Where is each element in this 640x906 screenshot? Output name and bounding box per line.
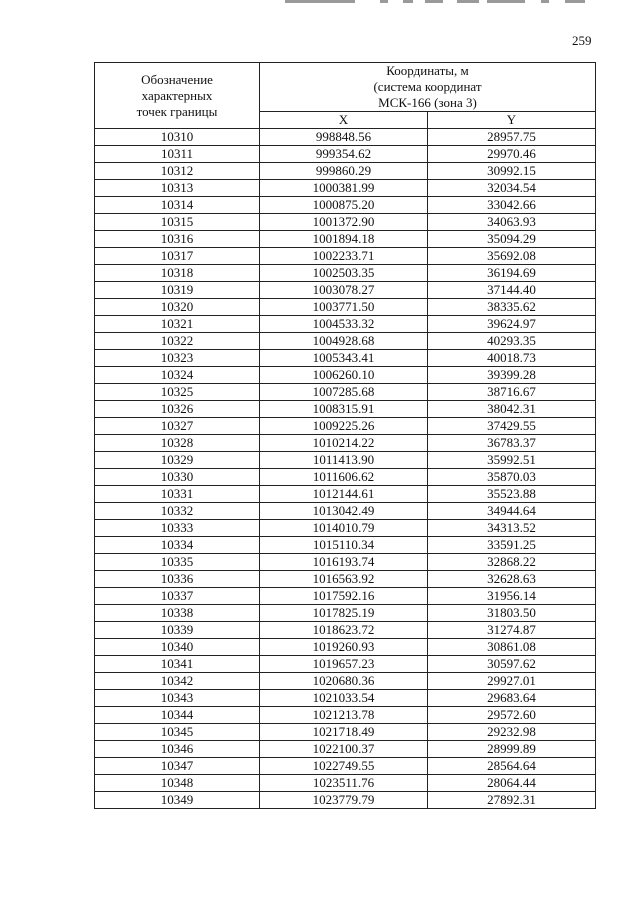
y-coordinate-cell: 35992.51	[428, 452, 596, 469]
scan-artifact-marks	[285, 0, 595, 4]
table-row	[95, 163, 596, 180]
y-coordinate-cell: 30992.15	[428, 163, 596, 180]
table-row	[95, 452, 596, 469]
y-coordinate-cell: 32868.22	[428, 554, 596, 571]
coordinates-header	[260, 63, 596, 112]
point-id-cell: 10311	[95, 146, 260, 163]
x-coordinate-cell: 1021213.78	[260, 707, 428, 724]
x-coordinate-cell: 1003771.50	[260, 299, 428, 316]
point-id-cell: 10341	[95, 656, 260, 673]
point-id-cell: 10331	[95, 486, 260, 503]
y-coordinate-cell: 35523.88	[428, 486, 596, 503]
table-row	[95, 571, 596, 588]
x-coordinate-cell: 1011606.62	[260, 469, 428, 486]
y-coordinate-cell: 29572.60	[428, 707, 596, 724]
x-coordinate-cell: 1017825.19	[260, 605, 428, 622]
table-row	[95, 707, 596, 724]
y-coordinate-cell: 31956.14	[428, 588, 596, 605]
point-id-cell: 10329	[95, 452, 260, 469]
y-coordinate-cell: 29232.98	[428, 724, 596, 741]
point-id-cell: 10340	[95, 639, 260, 656]
table-row	[95, 656, 596, 673]
point-id-cell: 10316	[95, 231, 260, 248]
x-coordinate-cell: 1020680.36	[260, 673, 428, 690]
x-coordinate-cell: 1001894.18	[260, 231, 428, 248]
table-row	[95, 639, 596, 656]
y-coordinate-cell: 28999.89	[428, 741, 596, 758]
y-coordinate-cell: 29927.01	[428, 673, 596, 690]
y-coordinate-cell: 37429.55	[428, 418, 596, 435]
point-id-cell: 10324	[95, 367, 260, 384]
point-id-cell: 10322	[95, 333, 260, 350]
table-row	[95, 350, 596, 367]
y-coordinate-cell: 31803.50	[428, 605, 596, 622]
x-coordinate-cell: 1002233.71	[260, 248, 428, 265]
x-coordinate-cell: 1013042.49	[260, 503, 428, 520]
point-designation-header	[95, 63, 260, 129]
y-coordinate-cell: 28064.44	[428, 775, 596, 792]
table-row	[95, 146, 596, 163]
point-id-cell: 10310	[95, 129, 260, 146]
table-row	[95, 605, 596, 622]
x-coordinate-cell: 999860.29	[260, 163, 428, 180]
table-row	[95, 673, 596, 690]
x-coordinate-cell: 1004928.68	[260, 333, 428, 350]
point-id-cell: 10338	[95, 605, 260, 622]
table-row	[95, 367, 596, 384]
table-row	[95, 333, 596, 350]
y-coordinate-cell: 36194.69	[428, 265, 596, 282]
table-row	[95, 282, 596, 299]
y-coordinate-cell: 31274.87	[428, 622, 596, 639]
y-coordinate-cell: 38042.31	[428, 401, 596, 418]
point-id-cell: 10349	[95, 792, 260, 809]
table-row	[95, 758, 596, 775]
page-number: 259	[572, 33, 592, 48]
x-coordinate-cell: 1017592.16	[260, 588, 428, 605]
x-coordinate-cell: 1022100.37	[260, 741, 428, 758]
table-row	[95, 265, 596, 282]
table-row	[95, 435, 596, 452]
table-row	[95, 180, 596, 197]
point-id-cell: 10314	[95, 197, 260, 214]
table-row	[95, 384, 596, 401]
x-coordinate-cell: 1009225.26	[260, 418, 428, 435]
table-row	[95, 486, 596, 503]
x-coordinate-cell: 1005343.41	[260, 350, 428, 367]
table-row	[95, 741, 596, 758]
x-coordinate-cell: 1016563.92	[260, 571, 428, 588]
y-coordinate-cell: 27892.31	[428, 792, 596, 809]
y-coordinate-cell: 29683.64	[428, 690, 596, 707]
y-coordinate-cell: 33591.25	[428, 537, 596, 554]
table-row	[95, 792, 596, 809]
y-column-header: Y	[428, 112, 596, 129]
point-header-line-2: характерных	[141, 87, 213, 103]
point-id-cell: 10336	[95, 571, 260, 588]
x-coordinate-cell: 1021718.49	[260, 724, 428, 741]
table-row	[95, 622, 596, 639]
table-row	[95, 248, 596, 265]
point-id-cell: 10319	[95, 282, 260, 299]
x-coordinate-cell: 1014010.79	[260, 520, 428, 537]
x-coordinate-cell: 1019260.93	[260, 639, 428, 656]
x-coordinate-cell: 1006260.10	[260, 367, 428, 384]
point-id-cell: 10327	[95, 418, 260, 435]
point-id-cell: 10330	[95, 469, 260, 486]
y-coordinate-cell: 34313.52	[428, 520, 596, 537]
y-coordinate-cell: 36783.37	[428, 435, 596, 452]
table-row	[95, 775, 596, 792]
point-id-cell: 10337	[95, 588, 260, 605]
point-id-cell: 10325	[95, 384, 260, 401]
coords-header-line-2: (система координат	[373, 79, 482, 94]
point-id-cell: 10315	[95, 214, 260, 231]
table-row	[95, 197, 596, 214]
x-coordinate-cell: 1003078.27	[260, 282, 428, 299]
table-row	[95, 588, 596, 605]
x-coordinate-cell: 1002503.35	[260, 265, 428, 282]
x-coordinate-cell: 1001372.90	[260, 214, 428, 231]
table-row	[95, 520, 596, 537]
point-id-cell: 10344	[95, 707, 260, 724]
point-header-line-3: точек границы	[136, 103, 218, 119]
point-id-cell: 10347	[95, 758, 260, 775]
y-coordinate-cell: 38716.67	[428, 384, 596, 401]
table-row	[95, 231, 596, 248]
x-coordinate-cell: 1000381.99	[260, 180, 428, 197]
y-coordinate-cell: 33042.66	[428, 197, 596, 214]
point-id-cell: 10326	[95, 401, 260, 418]
point-header-line-1: Обозначение	[141, 71, 213, 87]
x-coordinate-cell: 1007285.68	[260, 384, 428, 401]
x-column-header: X	[260, 112, 428, 129]
y-coordinate-cell: 35870.03	[428, 469, 596, 486]
table-row	[95, 554, 596, 571]
point-id-cell: 10332	[95, 503, 260, 520]
table-row	[95, 299, 596, 316]
coordinates-table	[94, 62, 596, 809]
x-coordinate-cell: 998848.56	[260, 129, 428, 146]
point-id-cell: 10339	[95, 622, 260, 639]
x-coordinate-cell: 1021033.54	[260, 690, 428, 707]
y-coordinate-cell: 35692.08	[428, 248, 596, 265]
point-id-cell: 10318	[95, 265, 260, 282]
x-coordinate-cell: 1000875.20	[260, 197, 428, 214]
y-coordinate-cell: 35094.29	[428, 231, 596, 248]
x-coordinate-cell: 1023511.76	[260, 775, 428, 792]
x-coordinate-cell: 1015110.34	[260, 537, 428, 554]
point-id-cell: 10320	[95, 299, 260, 316]
y-coordinate-cell: 32034.54	[428, 180, 596, 197]
point-id-cell: 10346	[95, 741, 260, 758]
point-id-cell: 10333	[95, 520, 260, 537]
y-coordinate-cell: 40018.73	[428, 350, 596, 367]
y-coordinate-cell: 39399.28	[428, 367, 596, 384]
point-id-cell: 10335	[95, 554, 260, 571]
point-id-cell: 10348	[95, 775, 260, 792]
y-coordinate-cell: 34063.93	[428, 214, 596, 231]
point-id-cell: 10317	[95, 248, 260, 265]
table-row	[95, 469, 596, 486]
y-coordinate-cell: 39624.97	[428, 316, 596, 333]
x-coordinate-cell: 1019657.23	[260, 656, 428, 673]
table-row	[95, 401, 596, 418]
y-coordinate-cell: 34944.64	[428, 503, 596, 520]
table-row	[95, 418, 596, 435]
x-coordinate-cell: 1022749.55	[260, 758, 428, 775]
point-id-cell: 10328	[95, 435, 260, 452]
x-coordinate-cell: 999354.62	[260, 146, 428, 163]
y-coordinate-cell: 37144.40	[428, 282, 596, 299]
table-row	[95, 724, 596, 741]
point-id-cell: 10334	[95, 537, 260, 554]
x-coordinate-cell: 1004533.32	[260, 316, 428, 333]
table-row	[95, 129, 596, 146]
x-coordinate-cell: 1008315.91	[260, 401, 428, 418]
table-row	[95, 503, 596, 520]
table-row	[95, 537, 596, 554]
table-row	[95, 690, 596, 707]
y-coordinate-cell: 28564.64	[428, 758, 596, 775]
table-row	[95, 214, 596, 231]
x-coordinate-cell: 1016193.74	[260, 554, 428, 571]
point-id-cell: 10313	[95, 180, 260, 197]
coords-header-line-1: Координаты, м	[386, 63, 469, 78]
x-coordinate-cell: 1010214.22	[260, 435, 428, 452]
x-coordinate-cell: 1012144.61	[260, 486, 428, 503]
x-coordinate-cell: 1018623.72	[260, 622, 428, 639]
y-coordinate-cell: 30861.08	[428, 639, 596, 656]
point-id-cell: 10342	[95, 673, 260, 690]
point-id-cell: 10323	[95, 350, 260, 367]
y-coordinate-cell: 38335.62	[428, 299, 596, 316]
x-coordinate-cell: 1023779.79	[260, 792, 428, 809]
point-id-cell: 10312	[95, 163, 260, 180]
y-coordinate-cell: 32628.63	[428, 571, 596, 588]
y-coordinate-cell: 40293.35	[428, 333, 596, 350]
y-coordinate-cell: 28957.75	[428, 129, 596, 146]
point-id-cell: 10321	[95, 316, 260, 333]
coords-header-line-3: МСК-166 (зона 3)	[378, 95, 477, 110]
y-coordinate-cell: 30597.62	[428, 656, 596, 673]
y-coordinate-cell: 29970.46	[428, 146, 596, 163]
point-id-cell: 10343	[95, 690, 260, 707]
table-row	[95, 316, 596, 333]
point-id-cell: 10345	[95, 724, 260, 741]
x-coordinate-cell: 1011413.90	[260, 452, 428, 469]
